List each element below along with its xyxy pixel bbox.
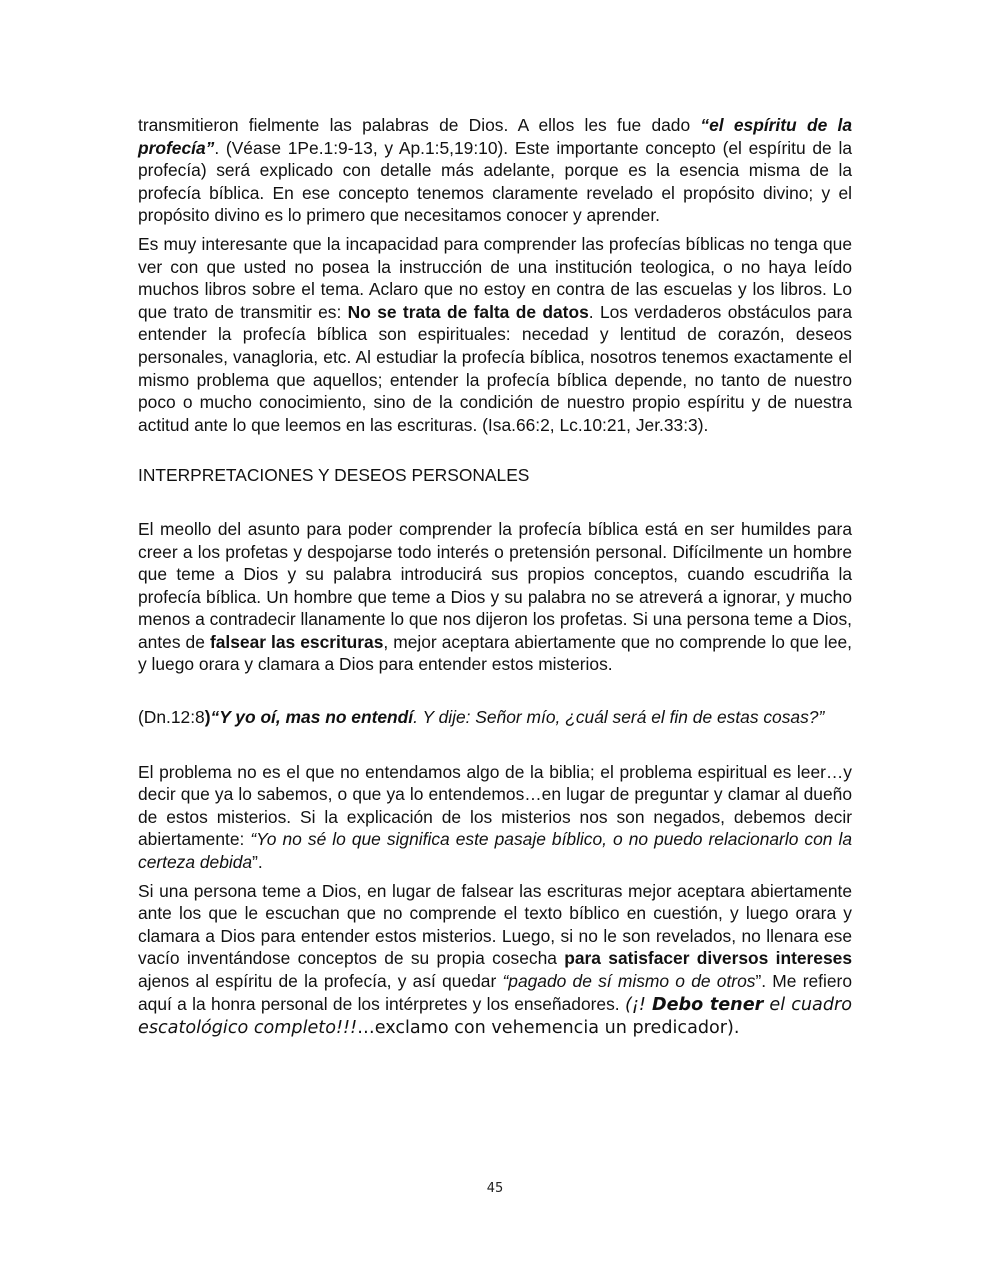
text: Es muy interesante que la incapacidad para comprender las profecías bíblicas no tenga que ver con que usted no posea la instrucción de una institución teologica, o no haya leído muchos libros sobre el tema. Aclaro que no estoy en contra de las escuelas y los libros. Lo que trato de transmitir es:: [138, 233, 852, 322]
bold-italic-text: “el espíritu de la profecía”: [138, 115, 852, 158]
text: El problema no es el que no entendamos algo de la biblia; el problema espiritual es leer…y decir que ya lo sabemos, o que ya lo entendemos…en lugar de preguntar y clamar al dueño de estos misterios. Si la explicación de los misterios nos son negados, debemos decir abiertamente:: [138, 761, 852, 850]
paragraph-1: [138, 114, 852, 227]
bold-text: No se trata de falta de datos: [347, 301, 589, 322]
text: El meollo del asunto para poder comprender la profecía bíblica está en ser humildes para creer a los profetas y despojarse todo interés o pretensión personal. Difícilmente un hombre que teme a Dios y su palabra introducirá sus propios conceptos, cuando escudriña la profecía bíblica. Un hombre que teme a Dios y su palabra no se atreverá a ignorar, y mucho menos a contradecir llanamente lo que nos dijeron los profetas. Si una persona teme a Dios, antes de: [138, 518, 852, 652]
bold-text: falsear las escrituras: [209, 631, 384, 652]
text: …exclamo con vehemencia un predicador).: [357, 1018, 740, 1039]
text: ajenos al espíritu de la profecía, y así quedar: [138, 971, 503, 991]
quote-paren: ): [204, 707, 211, 728]
text: . Los verdaderos obstáculos para entender la profecía bíblica son espirituales: necedad y lentitud de corazón, deseos personales, vanagloria, etc. Al estudiar la profecía bíblica, nosotros tenemos exactamente el mismo problema que aquellos; entender la profecía bíblica depende, no tanto de nuestro poco o mucho conocimiento, sino de la condición de nuestro propio espíritu y de nuestra actitud ante lo que leemos en las escrituras. (Isa.66:2, Lc.10:21, Jer.33:3).: [138, 301, 853, 435]
italic-text: . Y dije: Señor mío, ¿cuál será el fin de estas cosas?”: [413, 707, 825, 728]
text: ”.: [252, 852, 263, 873]
text: ”. Me refiero aquí a la honra personal de los intérpretes y los enseñadores.: [138, 971, 852, 1014]
paragraph-5: [138, 880, 852, 1040]
paragraph-3: [138, 518, 852, 676]
bold-italic-text: Debo tener: [652, 994, 764, 1015]
text: Si una persona teme a Dios, en lugar de falsear las escrituras mejor aceptara abiertamente ante los que le escuchan que no comprende el texto bíblico en cuestión, y luego orara y clamara a Dios para entender estos misterios. Luego, si no le son revelados, no llenara ese vacío inventándose conceptos de su propia cosecha: [138, 880, 852, 969]
quote-reference: (Dn.12:8: [138, 707, 205, 728]
section-heading: INTERPRETACIONES Y DESEOS PERSONALES: [138, 465, 530, 486]
bold-italic-text: “Y yo oí, mas no entendí: [210, 707, 414, 728]
document-page: [138, 114, 852, 1046]
scripture-quote: [138, 706, 852, 729]
italic-text: “pagado de sí mismo o de otros: [502, 971, 756, 991]
text: , mejor aceptara abiertamente que no comprende lo que lee, y luego orara y clamara a Dios para entender estos misterios.: [138, 631, 852, 675]
bold-text: para satisfacer diversos intereses: [564, 948, 852, 969]
italic-text: (¡!: [624, 994, 652, 1015]
text: . (Véase 1Pe.1:9-13, y Ap.1:5,19:10). Este importante concepto (el espíritu de la profecía) será explicado con detalle más adelante, porque es la esencia misma de la profecía bíblica. En ese concepto tenemos claramente revelado el propósito divino; y el propósito divino es lo primero que necesitamos conocer y aprender.: [138, 137, 852, 226]
italic-text: “Yo no sé lo que significa este pasaje bíblico, o no puedo relacionarlo con la certeza debida: [138, 829, 853, 873]
paragraph-2: [138, 233, 852, 436]
italic-text: el cuadro escatológico completo!!!: [138, 994, 852, 1039]
paragraph-4: [138, 761, 852, 874]
page-number: 45: [486, 1181, 504, 1196]
text: transmitieron fielmente las palabras de Dios. A ellos les fue dado: [138, 115, 701, 135]
